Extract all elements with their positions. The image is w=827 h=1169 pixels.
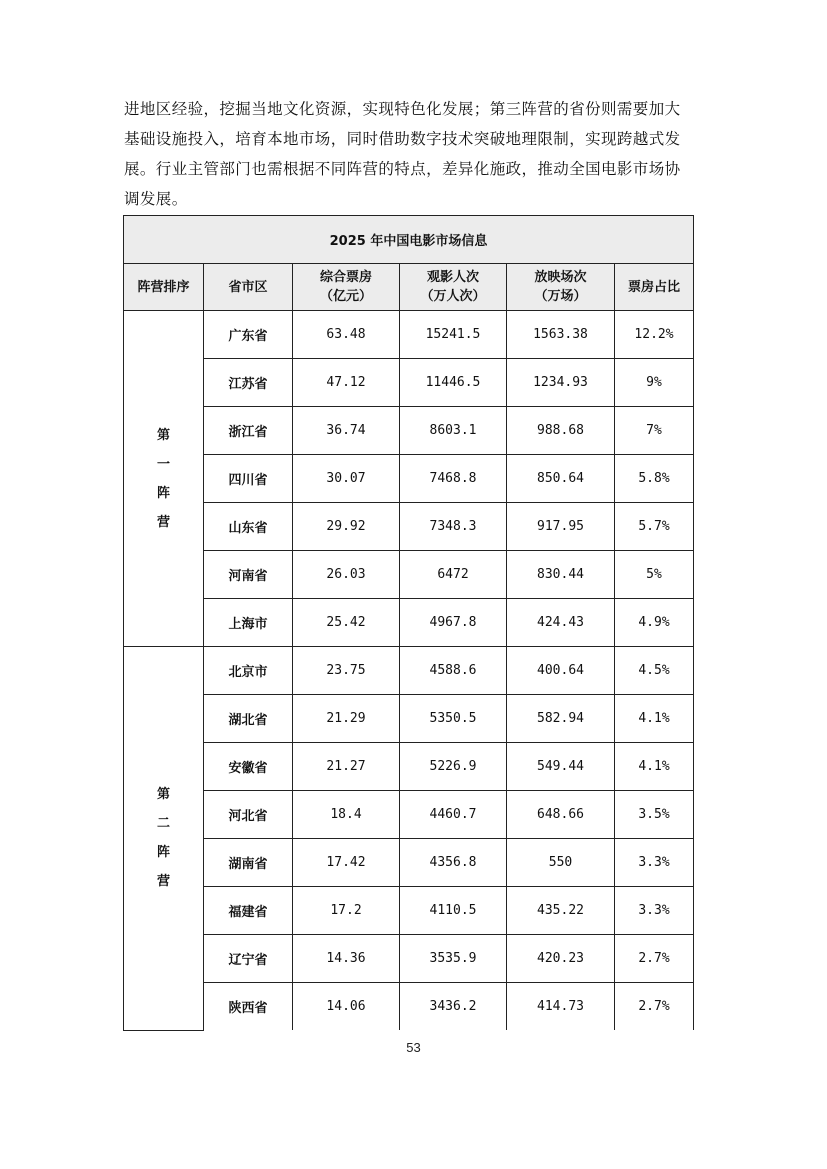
cell-screenings: 549.44 [507, 743, 615, 791]
cell-share: 5.7% [615, 503, 694, 551]
table-row [124, 647, 694, 695]
cell-audience: 5226.9 [400, 743, 507, 791]
cell-region: 陕西省 [204, 983, 293, 1031]
table-title-row [124, 216, 694, 264]
cell-region: 湖南省 [204, 839, 293, 887]
cell-box-office: 14.06 [293, 983, 400, 1031]
cell-share: 3.5% [615, 791, 694, 839]
market-table [123, 215, 694, 1031]
cell-audience: 4588.6 [400, 647, 507, 695]
cell-region: 北京市 [204, 647, 293, 695]
cell-screenings: 830.44 [507, 551, 615, 599]
table-row [124, 983, 694, 1031]
header-audience-unit: （万人次） [420, 289, 486, 304]
table-row [124, 599, 694, 647]
table-row [124, 887, 694, 935]
cell-screenings: 850.64 [507, 455, 615, 503]
cell-box-office: 21.29 [293, 695, 400, 743]
body-paragraph [124, 94, 704, 214]
cell-share: 3.3% [615, 839, 694, 887]
cell-screenings: 1563.38 [507, 311, 615, 359]
table-row [124, 311, 694, 359]
cell-share: 5.8% [615, 455, 694, 503]
cell-audience: 4967.8 [400, 599, 507, 647]
cell-share: 4.9% [615, 599, 694, 647]
header-screenings [507, 264, 615, 311]
table-row [124, 407, 694, 455]
cell-screenings: 917.95 [507, 503, 615, 551]
header-region: 省市区 [204, 264, 293, 311]
cell-audience: 11446.5 [400, 359, 507, 407]
cell-screenings: 582.94 [507, 695, 615, 743]
cell-box-office: 63.48 [293, 311, 400, 359]
cell-share: 5% [615, 551, 694, 599]
cell-screenings: 435.22 [507, 887, 615, 935]
cell-audience: 3535.9 [400, 935, 507, 983]
cell-share: 4.1% [615, 695, 694, 743]
paragraph-line: 展。行业主管部门也需根据不同阵营的特点，差异化施政，推动全国电影市场协 [124, 160, 681, 178]
cell-box-office: 47.12 [293, 359, 400, 407]
table-row [124, 503, 694, 551]
cell-audience: 5350.5 [400, 695, 507, 743]
cell-box-office: 26.03 [293, 551, 400, 599]
header-audience-label: 观影人次 [426, 270, 479, 285]
cell-share: 4.1% [615, 743, 694, 791]
cell-box-office: 18.4 [293, 791, 400, 839]
cell-box-office: 29.92 [293, 503, 400, 551]
paragraph-line: 进地区经验，挖掘当地文化资源，实现特色化发展；第三阵营的省份则需要加大 [124, 100, 681, 118]
cell-share: 3.3% [615, 887, 694, 935]
table-row [124, 743, 694, 791]
cell-region: 湖北省 [204, 695, 293, 743]
camp-label-text: 第一阵营 [156, 427, 170, 530]
cell-region: 福建省 [204, 887, 293, 935]
header-screenings-label: 放映场次 [534, 270, 587, 285]
cell-share: 12.2% [615, 311, 694, 359]
cell-box-office: 30.07 [293, 455, 400, 503]
cell-box-office: 36.74 [293, 407, 400, 455]
header-box-office-label: 综合票房 [319, 270, 372, 285]
header-rank: 阵营排序 [124, 264, 204, 311]
camp-label [124, 311, 204, 647]
cell-screenings: 424.43 [507, 599, 615, 647]
table-title: 2025 年中国电影市场信息 [124, 216, 694, 264]
camp-label-text: 第二阵营 [156, 787, 170, 890]
cell-box-office: 23.75 [293, 647, 400, 695]
cell-box-office: 14.36 [293, 935, 400, 983]
cell-box-office: 25.42 [293, 599, 400, 647]
cell-screenings: 648.66 [507, 791, 615, 839]
cell-audience: 4460.7 [400, 791, 507, 839]
cell-screenings: 988.68 [507, 407, 615, 455]
table-row [124, 695, 694, 743]
header-box-office-unit: （亿元） [319, 289, 372, 304]
table-row [124, 359, 694, 407]
cell-share: 4.5% [615, 647, 694, 695]
cell-screenings: 1234.93 [507, 359, 615, 407]
cell-audience: 15241.5 [400, 311, 507, 359]
cell-share: 2.7% [615, 983, 694, 1031]
cell-share: 7% [615, 407, 694, 455]
cell-audience: 4110.5 [400, 887, 507, 935]
cell-box-office: 17.2 [293, 887, 400, 935]
cell-screenings: 550 [507, 839, 615, 887]
cell-region: 安徽省 [204, 743, 293, 791]
table-row [124, 935, 694, 983]
cell-share: 9% [615, 359, 694, 407]
table-row [124, 455, 694, 503]
header-screenings-unit: （万场） [534, 289, 587, 304]
cell-audience: 6472 [400, 551, 507, 599]
table-header-row [124, 264, 694, 311]
cell-audience: 3436.2 [400, 983, 507, 1031]
header-share: 票房占比 [615, 264, 694, 311]
cell-screenings: 400.64 [507, 647, 615, 695]
cell-region: 江苏省 [204, 359, 293, 407]
cell-share: 2.7% [615, 935, 694, 983]
cell-region: 河南省 [204, 551, 293, 599]
page-number: 53 [406, 1040, 421, 1055]
header-box-office [293, 264, 400, 311]
table-row [124, 551, 694, 599]
cell-box-office: 17.42 [293, 839, 400, 887]
cell-region: 浙江省 [204, 407, 293, 455]
cell-region: 山东省 [204, 503, 293, 551]
cell-region: 辽宁省 [204, 935, 293, 983]
cell-audience: 7348.3 [400, 503, 507, 551]
cell-audience: 7468.8 [400, 455, 507, 503]
header-audience [400, 264, 507, 311]
cell-audience: 4356.8 [400, 839, 507, 887]
cell-region: 广东省 [204, 311, 293, 359]
cell-audience: 8603.1 [400, 407, 507, 455]
cell-screenings: 414.73 [507, 983, 615, 1031]
cell-screenings: 420.23 [507, 935, 615, 983]
paragraph-line: 调发展。 [124, 190, 188, 208]
camp-label [124, 647, 204, 1031]
table-row [124, 839, 694, 887]
cell-region: 河北省 [204, 791, 293, 839]
table-row [124, 791, 694, 839]
cell-box-office: 21.27 [293, 743, 400, 791]
cell-region: 上海市 [204, 599, 293, 647]
paragraph-line: 基础设施投入，培育本地市场，同时借助数字技术突破地理限制，实现跨越式发 [124, 130, 681, 148]
cell-region: 四川省 [204, 455, 293, 503]
